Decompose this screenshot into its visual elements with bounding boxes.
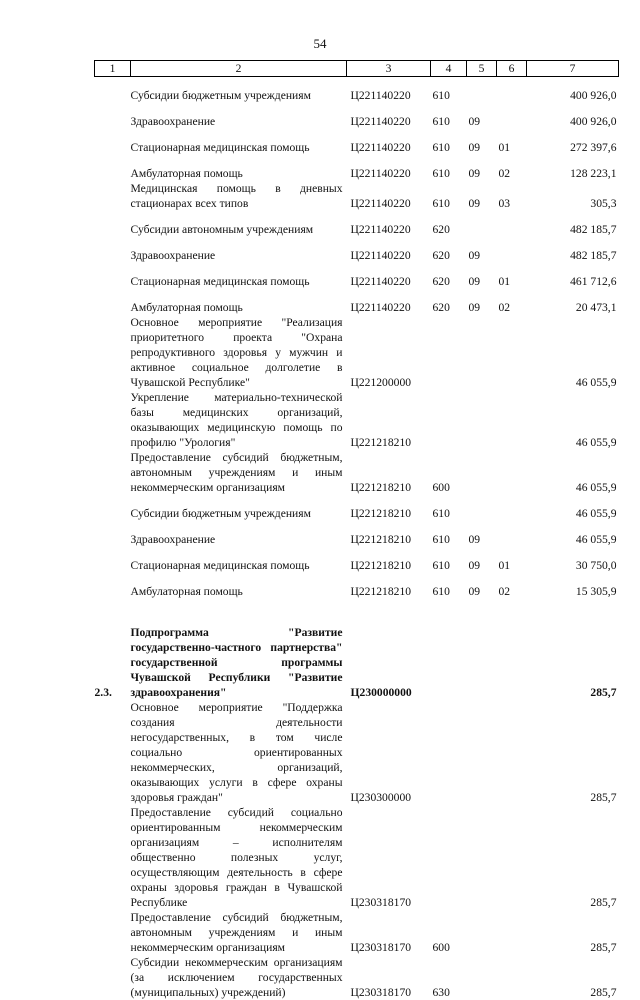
table-row	[95, 390, 619, 450]
column-header: 5	[467, 61, 497, 77]
cell-c5	[467, 700, 497, 805]
cell-amount: 128 223,1	[570, 167, 617, 180]
table-row	[95, 573, 619, 599]
cell-c6: 02	[498, 167, 511, 180]
table-row	[95, 237, 619, 263]
cell-c6	[497, 521, 527, 547]
cell-c5: 09	[468, 249, 481, 262]
cell-amount: 15 305,9	[575, 585, 617, 598]
cell-c4: 620	[432, 275, 450, 288]
cell-c4: 600	[432, 941, 450, 954]
cell-c6	[497, 390, 527, 450]
budget-table	[94, 60, 619, 1000]
cell-c4: 610	[432, 115, 450, 128]
cell-c6	[497, 211, 527, 237]
cell-c5	[467, 450, 497, 495]
cell-c4: 620	[432, 223, 450, 236]
cell-c6	[497, 955, 527, 1000]
cell-amount: 305,3	[590, 197, 617, 210]
cell-amount: 20 473,1	[575, 301, 617, 314]
cell-num	[95, 700, 131, 805]
cell-name: Здравоохранение	[130, 249, 216, 262]
cell-c4	[431, 315, 467, 390]
cell-c6	[497, 315, 527, 390]
cell-c5	[467, 77, 497, 104]
cell-c5: 09	[468, 275, 481, 288]
cell-amount: 285,7	[590, 986, 617, 999]
cell-c6	[497, 495, 527, 521]
cell-amount: 482 185,7	[570, 223, 617, 236]
column-header: 7	[527, 61, 619, 77]
cell-num	[95, 573, 131, 599]
cell-num	[95, 237, 131, 263]
cell-name: Стационарная медицинская помощь	[130, 275, 310, 288]
cell-c6: 02	[498, 585, 511, 598]
cell-c4	[431, 700, 467, 805]
cell-c5: 09	[468, 559, 481, 572]
cell-c5: 09	[468, 115, 481, 128]
cell-code: Ц221218210	[350, 559, 412, 572]
cell-code: Ц221200000	[350, 376, 412, 389]
cell-c6: 03	[498, 197, 511, 210]
table-row	[95, 211, 619, 237]
cell-c5	[467, 910, 497, 955]
cell-c5: 09	[468, 197, 481, 210]
cell-num	[95, 155, 131, 181]
cell-c6	[497, 450, 527, 495]
cell-code: Ц221218210	[350, 481, 412, 494]
cell-name: Основное мероприятие "Реализация приоритетного проекта "Охрана репродуктивного здоровья у мужчин и активное социальное долголетие в Чувашской Республике"	[130, 316, 343, 389]
cell-c5: 09	[468, 585, 481, 598]
table-row	[95, 450, 619, 495]
table-row	[95, 263, 619, 289]
cell-amount: 400 926,0	[570, 115, 617, 128]
cell-name: Амбулаторная помощь	[130, 301, 243, 314]
cell-c5	[467, 211, 497, 237]
cell-c5	[467, 955, 497, 1000]
cell-c6: 01	[498, 559, 511, 572]
cell-name: Основное мероприятие "Поддержка создания деятельности негосударственных, в том числе социально ориентированных некоммерческих, организаций, оказывающих услуги в сфере охраны здоровья граждан"	[130, 701, 343, 804]
cell-code: Ц221140220	[350, 275, 411, 288]
cell-c6: 02	[498, 301, 511, 314]
cell-c5	[467, 599, 497, 700]
cell-name: Субсидии бюджетным учреждениям	[130, 507, 311, 520]
cell-name: Амбулаторная помощь	[130, 167, 243, 180]
table-header-row	[95, 61, 619, 77]
cell-num	[95, 129, 131, 155]
cell-num	[95, 211, 131, 237]
cell-code: Ц230318170	[350, 941, 412, 954]
table-row	[95, 129, 619, 155]
column-header: 4	[431, 61, 467, 77]
table-row	[95, 103, 619, 129]
cell-c5	[467, 805, 497, 910]
table-row	[95, 599, 619, 700]
column-header: 6	[497, 61, 527, 77]
cell-c5	[467, 315, 497, 390]
cell-c5	[467, 390, 497, 450]
cell-code: Ц221218210	[350, 507, 412, 520]
cell-c4: 610	[432, 167, 450, 180]
cell-code: Ц221140220	[350, 141, 411, 154]
cell-c4: 610	[432, 507, 450, 520]
cell-num	[95, 910, 131, 955]
cell-name: Укрепление материально-технической базы медицинских организаций, оказывающих медицинскую помощь по профилю "Урология"	[130, 391, 343, 449]
cell-num	[95, 495, 131, 521]
cell-c4: 610	[432, 89, 450, 102]
cell-name: Субсидии бюджетным учреждениям	[130, 89, 311, 102]
cell-name: Субсидии автономным учреждениям	[130, 223, 314, 236]
cell-name: Субсидии некоммерческим организациям (за исключением государственных (муниципальных) учреждений)	[130, 956, 343, 999]
cell-code: Ц221218210	[350, 585, 412, 598]
table-row	[95, 521, 619, 547]
cell-name: Здравоохранение	[130, 533, 216, 546]
cell-amount: 30 750,0	[575, 559, 617, 572]
cell-c4	[431, 390, 467, 450]
cell-name: Стационарная медицинская помощь	[130, 141, 310, 154]
table-row	[95, 181, 619, 211]
cell-num	[95, 315, 131, 390]
cell-c6	[497, 237, 527, 263]
cell-name: Здравоохранение	[130, 115, 216, 128]
cell-c6	[497, 103, 527, 129]
cell-name: Подпрограмма "Развитие государственно-частного партнерства" государственной программы Чувашской Республики "Развитие здравоохранения"	[130, 626, 343, 699]
cell-c4: 620	[432, 301, 450, 314]
cell-c6	[497, 910, 527, 955]
cell-num	[95, 450, 131, 495]
cell-c4: 610	[432, 141, 450, 154]
table-row	[95, 700, 619, 805]
cell-c6	[497, 77, 527, 104]
cell-num: 2.3.	[94, 686, 112, 699]
cell-num	[95, 263, 131, 289]
cell-amount: 46 055,9	[575, 376, 617, 389]
cell-code: Ц221140220	[350, 197, 411, 210]
cell-amount: 46 055,9	[575, 481, 617, 494]
cell-c6	[497, 700, 527, 805]
cell-c4: 610	[432, 533, 450, 546]
cell-code: Ц230000000	[350, 686, 412, 699]
column-header: 1	[95, 61, 131, 77]
page-number: 54	[313, 36, 327, 51]
cell-num	[95, 390, 131, 450]
table-row	[95, 155, 619, 181]
cell-num	[95, 521, 131, 547]
cell-code: Ц221140220	[350, 115, 411, 128]
cell-c4	[431, 599, 467, 700]
cell-amount: 461 712,6	[570, 275, 617, 288]
cell-num	[95, 289, 131, 315]
cell-c5: 09	[468, 167, 481, 180]
cell-amount: 285,7	[590, 896, 617, 909]
cell-code: Ц221218210	[350, 436, 412, 449]
table-row	[95, 805, 619, 910]
cell-num	[95, 805, 131, 910]
cell-num	[95, 955, 131, 1000]
cell-c5: 09	[468, 533, 481, 546]
cell-code: Ц230318170	[350, 896, 412, 909]
cell-name: Предоставление субсидий бюджетным, автономным учреждениям и иным некоммерческим организациям	[130, 911, 343, 954]
cell-name: Амбулаторная помощь	[130, 585, 243, 598]
cell-amount: 285,7	[590, 791, 617, 804]
table-row	[95, 547, 619, 573]
cell-amount: 46 055,9	[575, 507, 617, 520]
cell-c6	[497, 599, 527, 700]
cell-name: Медицинская помощь в дневных стационарах всех типов	[130, 182, 343, 210]
cell-code: Ц221140220	[350, 249, 411, 262]
cell-amount: 285,7	[590, 686, 617, 699]
cell-num	[95, 103, 131, 129]
cell-code: Ц230300000	[350, 791, 412, 804]
cell-c6: 01	[498, 141, 511, 154]
cell-code: Ц221140220	[350, 301, 411, 314]
cell-amount: 272 397,6	[570, 141, 617, 154]
cell-c4	[431, 805, 467, 910]
cell-c6	[497, 805, 527, 910]
cell-name: Предоставление субсидий социально ориентированным некоммерческим организациям – исполнителям общественно полезных услуг, осуществляющим деятельность в сфере охраны здоровья граждан в Чувашской Республике	[130, 806, 343, 909]
cell-name: Стационарная медицинская помощь	[130, 559, 310, 572]
table-row	[95, 315, 619, 390]
cell-c4: 620	[432, 249, 450, 262]
cell-code: Ц230318170	[350, 986, 412, 999]
cell-code: Ц221140220	[350, 89, 411, 102]
cell-c4: 630	[432, 986, 450, 999]
cell-c6: 01	[498, 275, 511, 288]
cell-c5	[467, 495, 497, 521]
cell-code: Ц221218210	[350, 533, 412, 546]
table-row	[95, 289, 619, 315]
table-row	[95, 910, 619, 955]
table-row	[95, 955, 619, 1000]
cell-amount: 46 055,9	[575, 533, 617, 546]
cell-code: Ц221140220	[350, 223, 411, 236]
cell-name: Предоставление субсидий бюджетным, автономным учреждениям и иным некоммерческим организациям	[130, 451, 343, 494]
cell-c4: 610	[432, 197, 450, 210]
cell-c5: 09	[468, 141, 481, 154]
cell-c5: 09	[468, 301, 481, 314]
cell-code: Ц221140220	[350, 167, 411, 180]
cell-amount: 482 185,7	[570, 249, 617, 262]
cell-num	[95, 181, 131, 211]
cell-num	[95, 77, 131, 104]
cell-c4: 610	[432, 585, 450, 598]
cell-c4: 610	[432, 559, 450, 572]
table-row	[95, 495, 619, 521]
column-header: 2	[131, 61, 347, 77]
cell-amount: 46 055,9	[575, 436, 617, 449]
cell-c4: 600	[432, 481, 450, 494]
table-row	[95, 77, 619, 104]
cell-amount: 285,7	[590, 941, 617, 954]
cell-amount: 400 926,0	[570, 89, 617, 102]
column-header: 3	[347, 61, 431, 77]
cell-num	[95, 547, 131, 573]
